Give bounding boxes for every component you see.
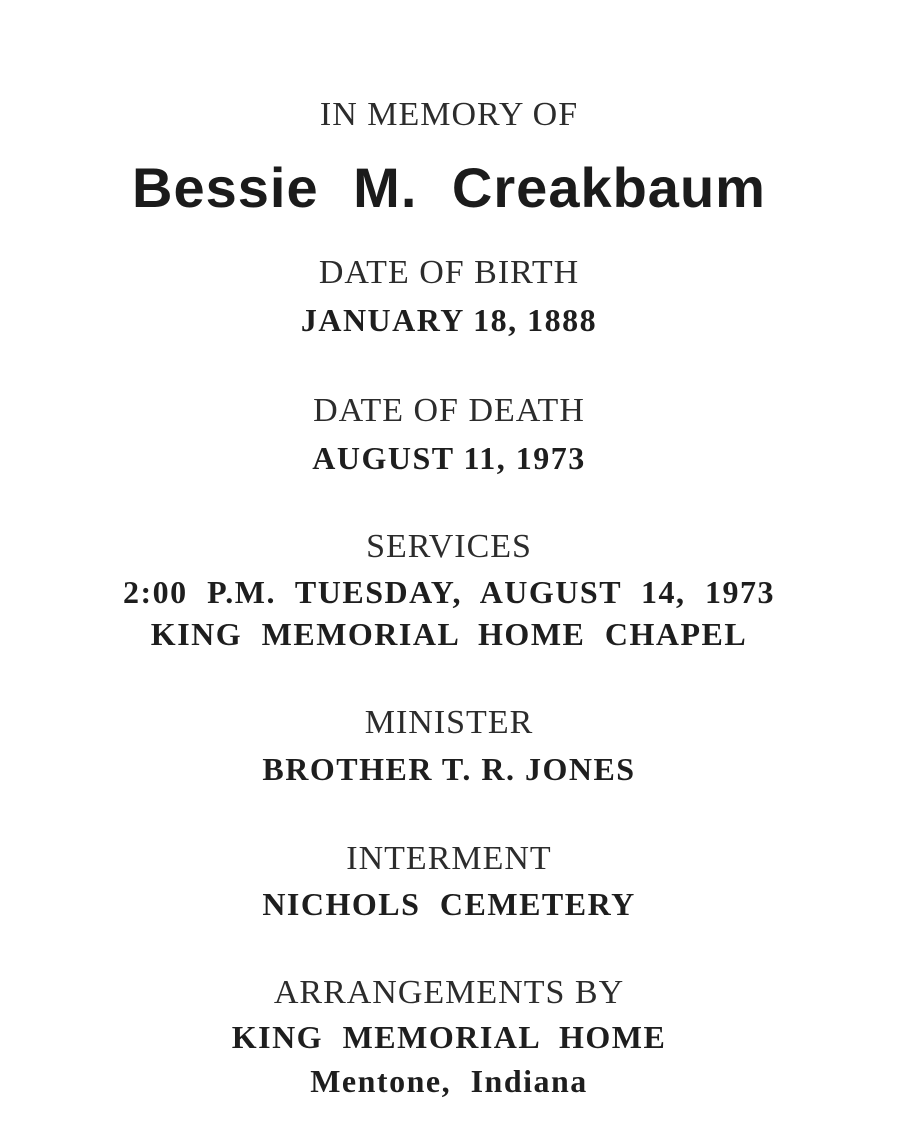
services-time: 2:00 P.M. TUESDAY, AUGUST 14, 1973	[123, 574, 775, 610]
minister-label: MINISTER	[364, 704, 534, 741]
birth-label: DATE OF BIRTH	[318, 254, 580, 291]
arrangements-label: ARRANGEMENTS BY	[273, 974, 625, 1011]
services-place: KING MEMORIAL HOME CHAPEL	[150, 616, 748, 652]
arrangements-home: KING MEMORIAL HOME	[231, 1019, 667, 1055]
death-date: AUGUST 11, 1973	[312, 440, 586, 476]
birth-date: JANUARY 18, 1888	[300, 302, 598, 338]
minister-name: BROTHER T. R. JONES	[262, 751, 636, 787]
header-in-memory-of: IN MEMORY OF	[319, 96, 579, 133]
death-label: DATE OF DEATH	[313, 392, 585, 429]
interment-place: NICHOLS CEMETERY	[262, 886, 636, 922]
deceased-name: Bessie M. Creakbaum	[132, 156, 766, 219]
arrangements-location: Mentone, Indiana	[310, 1063, 588, 1099]
services-label: SERVICES	[366, 528, 532, 565]
interment-label: INTERMENT	[346, 840, 552, 877]
